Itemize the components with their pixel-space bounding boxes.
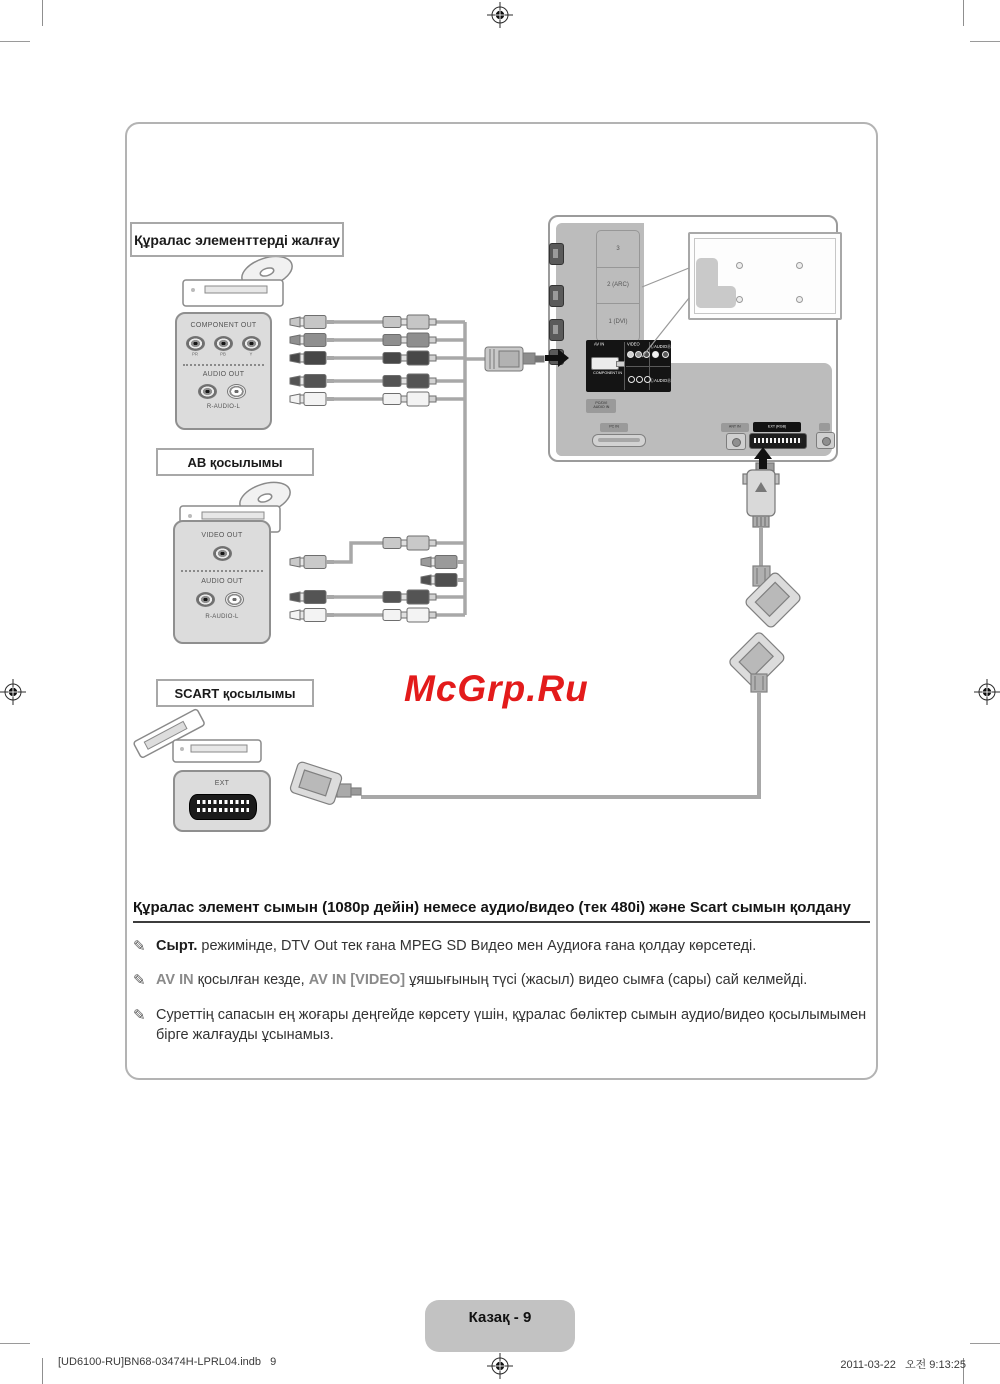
ext-title: EXT <box>214 780 230 787</box>
crop-mark <box>0 1343 30 1344</box>
crop-mark <box>963 0 964 26</box>
crop-mark <box>970 1343 1000 1344</box>
footer-timestamp: 2011-03-22 오전 9:13:25 <box>840 1359 966 1371</box>
audio-out-title: AUDIO OUT <box>202 371 245 378</box>
audio-in-label: AUDIO IN <box>592 406 609 410</box>
note-body: қосылған кезде, <box>193 972 309 989</box>
ext-rgb-label: EXT (RGB) <box>767 425 787 429</box>
note-body: Суреттің сапасын ең жоғары деңгейде көрсету үшін, құралас бөліктер сымын аудио/видео қосылымымен бірге жалғауды ұсынамыз. <box>156 1006 867 1044</box>
overlay-arrows <box>125 122 877 862</box>
component-out-title: COMPONENT OUT <box>190 322 257 329</box>
audio-lr-label: ⓁAUDIOⓇ <box>650 345 672 350</box>
av-in-label: AV IN <box>594 342 605 348</box>
audio-lr-label: ⓁAUDIOⓇ <box>650 379 672 384</box>
note-bold: AV IN [VIDEO] <box>308 972 406 989</box>
crop-mark <box>0 41 30 42</box>
note-bold: AV IN <box>156 972 194 989</box>
watermark: McGrp.Ru <box>404 668 589 709</box>
note-item <box>133 1005 870 1046</box>
section-label-av-text: АВ қосылымы <box>187 454 283 470</box>
section-label-scart-text: SCART қосылымы <box>174 685 296 701</box>
video-label: VIDEO <box>627 342 640 348</box>
crop-mark <box>42 0 43 26</box>
audio-out-title: AUDIO OUT <box>201 578 243 585</box>
audio-jack-label: R-AUDIO-L <box>206 404 241 410</box>
component-in-label: COMPONENT IN <box>593 371 623 376</box>
note-body: режимінде, DTV Out тек ғана MPEG SD Видео мен Аудиоға ғана қолдау көрсетеді. <box>197 938 757 954</box>
registration-mark-icon <box>974 679 1000 705</box>
hdmi-3-label: 3 <box>597 231 639 268</box>
note-text <box>156 936 756 957</box>
pb-label: PB <box>220 352 226 358</box>
pr-label: PR <box>191 352 199 358</box>
pc-in-label: PC IN <box>609 425 619 430</box>
y-label: Y <box>249 352 253 358</box>
arrow-right-icon <box>545 349 569 367</box>
note-text <box>156 970 807 991</box>
pc-dvi-label: PC/DVI <box>594 402 607 406</box>
registration-mark-icon <box>487 2 513 28</box>
crop-mark <box>42 1358 43 1384</box>
pencil-icon: ✎ <box>133 938 146 955</box>
hdmi-1-dvi-label: 1 (DVI) <box>608 318 628 325</box>
hdmi-2-arc-label: 2 (ARC) <box>597 268 639 305</box>
crop-mark <box>970 41 1000 42</box>
section-label-component-text: Құралас элементтерді жалғау <box>134 231 340 248</box>
audio-jack-label: R-AUDIO-L <box>205 614 239 620</box>
note-bold: Сырт. <box>156 938 198 954</box>
ant-in-label: ANT IN <box>729 425 741 430</box>
page-number-badge: Казақ - 9 <box>425 1300 575 1352</box>
footer-filename: [UD6100-RU]BN68-03474H-LPRL04.indb 9 <box>58 1356 277 1368</box>
notes-section <box>133 899 870 1046</box>
notes-heading: Құралас элемент сымын (1080p дейін) немесе аудио/видео (тек 480i) және Scart сымын қолдану <box>133 899 870 923</box>
note-body: ұяшығының түсі (жасыл) видео сымға (сары) сай келмейді. <box>405 972 808 989</box>
note-item <box>133 936 870 957</box>
registration-mark-icon <box>0 679 26 705</box>
registration-mark-icon <box>487 1353 513 1379</box>
pencil-icon: ✎ <box>133 1006 146 1024</box>
video-out-title: VIDEO OUT <box>201 532 243 539</box>
pencil-icon: ✎ <box>133 972 146 990</box>
note-text <box>156 1005 870 1046</box>
note-item <box>133 970 870 991</box>
arrow-up-icon <box>754 447 772 469</box>
